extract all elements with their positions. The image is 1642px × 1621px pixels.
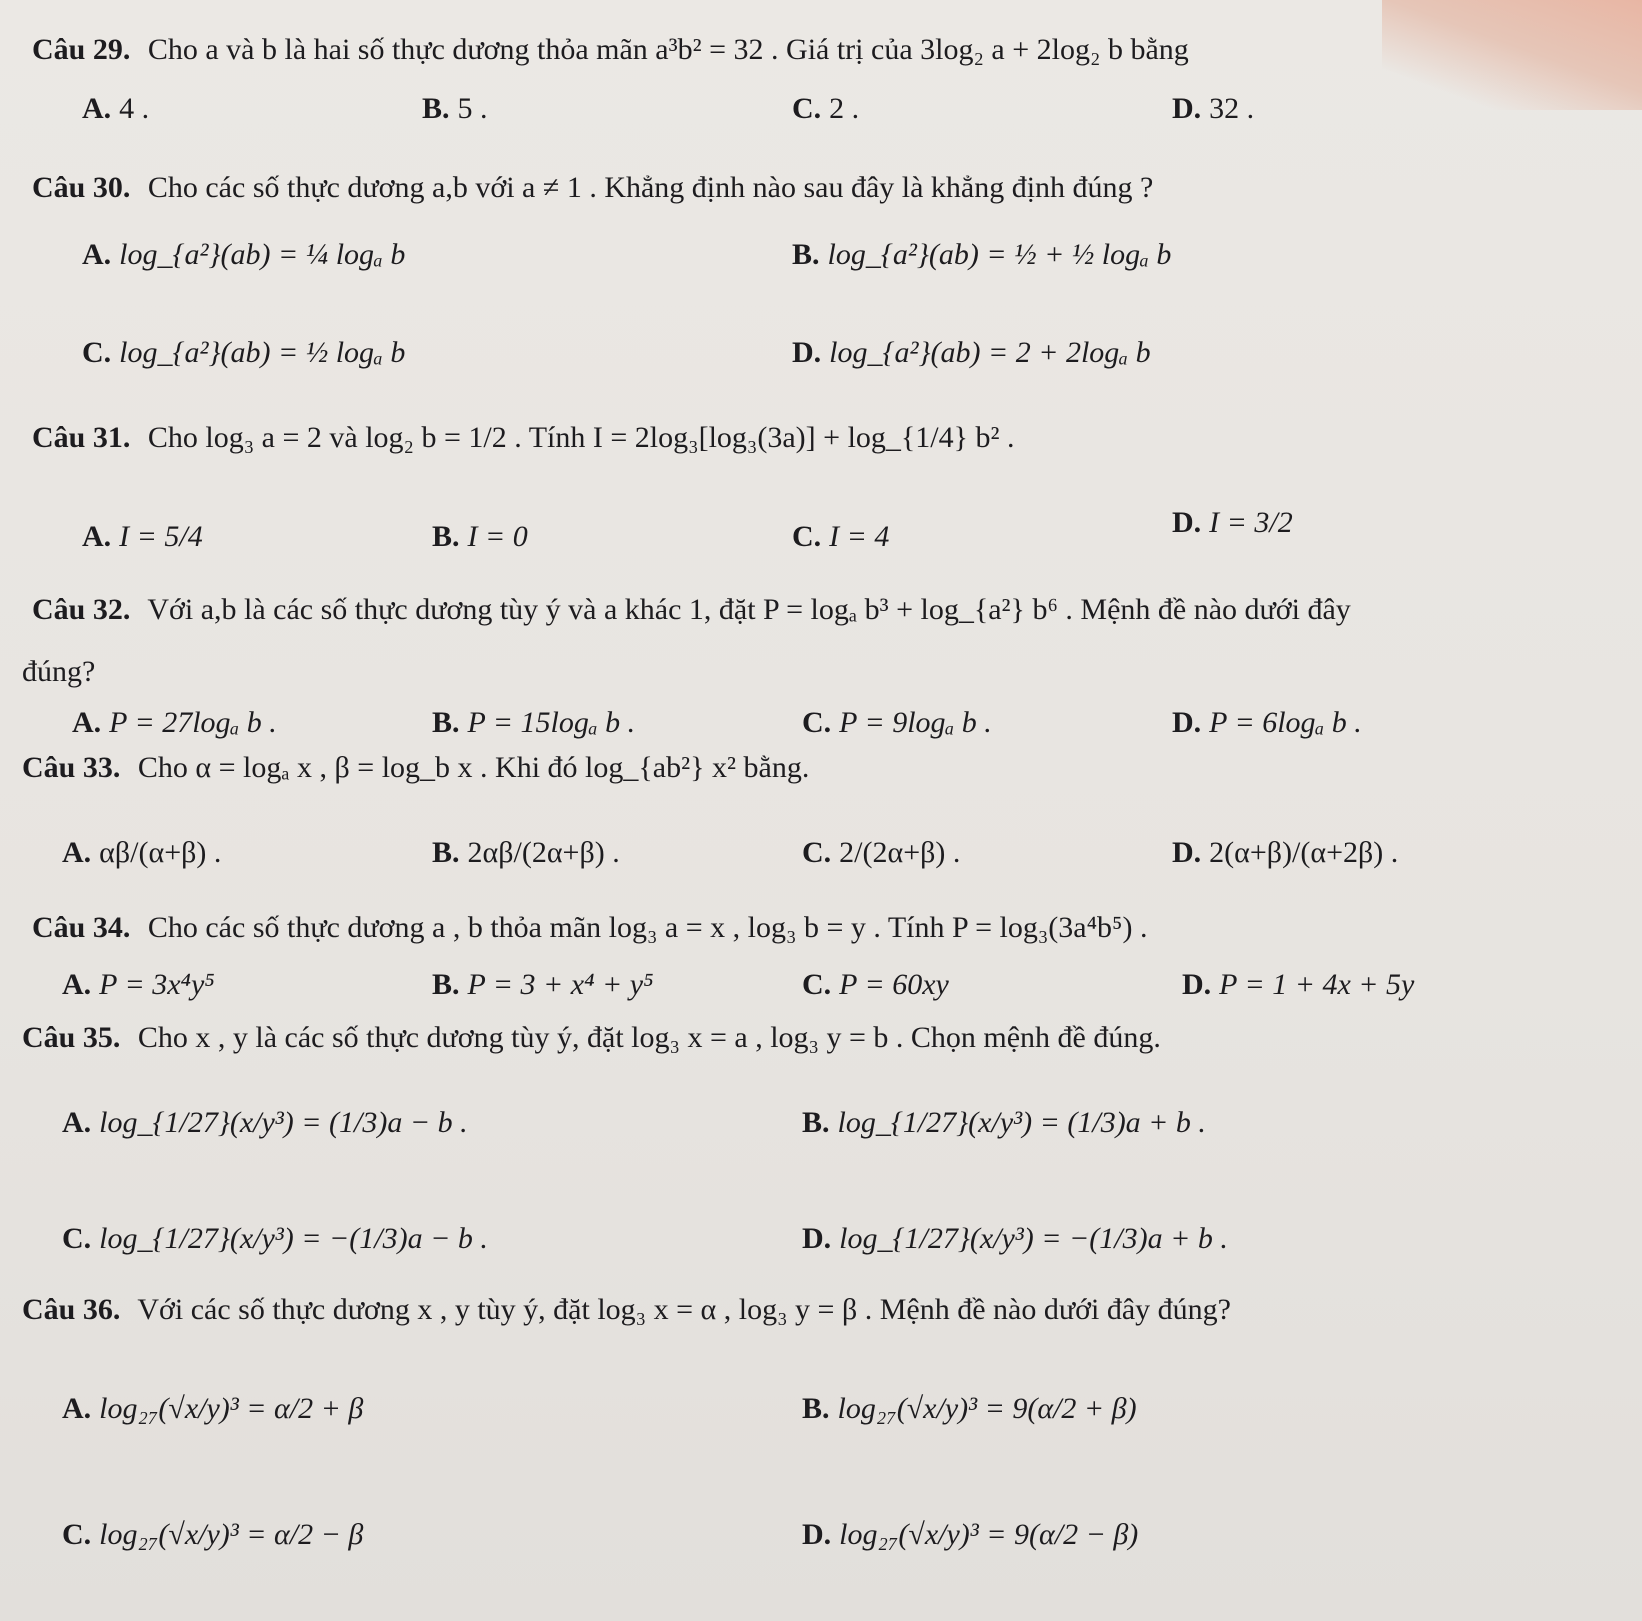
option-31-a[interactable]: A. I = 5/4 (82, 520, 203, 553)
option-35-b[interactable]: B. log_{1/27}(x/y³) = (1/3)a + b . (802, 1106, 1206, 1139)
option-36-b[interactable]: B. log₂₇(√x/y)³ = 9(α/2 + β) (802, 1392, 1137, 1425)
question-36-number: Câu 36. (22, 1293, 121, 1326)
option-34-b[interactable]: B. P = 3 + x⁴ + y⁵ (432, 968, 654, 1001)
question-31-stem (22, 418, 1602, 458)
option-36-a[interactable]: A. log₂₇(√x/y)³ = α/2 + β (62, 1392, 364, 1425)
question-33-text: Cho α = logₐ x , β = log_b x . Khi đó log_{ab²} x² bằng. (137, 751, 810, 784)
question-34 (22, 908, 1602, 1024)
option-31-d[interactable]: D. I = 3/2 (1172, 506, 1293, 539)
question-32-text-cont: đúng? (22, 655, 96, 688)
question-34-text: Cho các số thực dương a , b thỏa mãn log₃ a = x , log₃ b = y . Tính P = log₃(3a⁴b⁵) . (147, 911, 1148, 944)
option-29-c[interactable]: C. 2 . (792, 92, 860, 125)
question-30-options-row2 (22, 336, 1602, 392)
question-31-options (22, 506, 1602, 576)
question-31-text: Cho log₃ a = 2 và log₂ b = 1/2 . Tính I = 2log₃[log₃(3a)] + log_{1/4} b² . (147, 421, 1015, 454)
option-29-b[interactable]: B. 5 . (422, 92, 488, 125)
question-36 (22, 1290, 1602, 1574)
option-33-d[interactable]: D. 2(α+β)/(α+2β) . (1172, 836, 1399, 869)
question-30-number: Câu 30. (32, 171, 131, 204)
question-32-number: Câu 32. (32, 593, 131, 626)
question-35-text: Cho x , y là các số thực dương tùy ý, đặt log₃ x = a , log₃ y = b . Chọn mệnh đề đúng. (137, 1021, 1161, 1054)
question-36-stem (22, 1290, 1602, 1330)
question-33-stem (22, 748, 1602, 788)
question-34-options (22, 968, 1602, 1024)
option-32-c[interactable]: C. P = 9logₐ b . (802, 706, 992, 739)
question-32-stem (22, 590, 1602, 630)
question-29-text: Cho a và b là hai số thực dương thỏa mãn a³b² = 32 . Giá trị của 3log₂ a + 2log₂ b bằng (147, 33, 1189, 66)
question-34-stem (22, 908, 1602, 948)
option-35-d[interactable]: D. log_{1/27}(x/y³) = −(1/3)a + b . (802, 1222, 1228, 1255)
question-35-stem (22, 1018, 1602, 1058)
option-35-c[interactable]: C. log_{1/27}(x/y³) = −(1/3)a − b . (62, 1222, 488, 1255)
question-31-number: Câu 31. (32, 421, 131, 454)
option-30-b[interactable]: B. log_{a²}(ab) = ½ + ½ logₐ b (792, 238, 1172, 271)
option-30-c[interactable]: C. log_{a²}(ab) = ½ logₐ b (82, 336, 406, 369)
option-34-a[interactable]: A. P = 3x⁴y⁵ (62, 968, 215, 1001)
option-33-b[interactable]: B. 2αβ/(2α+β) . (432, 836, 620, 869)
option-33-a[interactable]: A. αβ/(α+β) . (62, 836, 222, 869)
option-35-a[interactable]: A. log_{1/27}(x/y³) = (1/3)a − b . (62, 1106, 468, 1139)
question-35 (22, 1018, 1602, 1278)
question-30-stem (22, 168, 1602, 208)
option-31-c[interactable]: C. I = 4 (792, 520, 890, 553)
option-29-a[interactable]: A. 4 . (82, 92, 150, 125)
option-36-c[interactable]: C. log₂₇(√x/y)³ = α/2 − β (62, 1518, 364, 1551)
option-32-d[interactable]: D. P = 6logₐ b . (1172, 706, 1362, 739)
question-29-options (22, 92, 1602, 148)
option-29-d[interactable]: D. 32 . (1172, 92, 1255, 125)
question-29-stem (22, 30, 1602, 70)
question-33 (22, 748, 1602, 892)
option-34-c[interactable]: C. P = 60xy (802, 968, 949, 1001)
option-32-b[interactable]: B. P = 15logₐ b . (432, 706, 636, 739)
question-33-number: Câu 33. (22, 751, 121, 784)
option-33-c[interactable]: C. 2/(2α+β) . (802, 836, 961, 869)
question-36-options-row2 (22, 1518, 1602, 1574)
question-35-options-row2 (22, 1222, 1602, 1278)
option-32-a[interactable]: A. P = 27logₐ b . (72, 706, 277, 739)
option-30-a[interactable]: A. log_{a²}(ab) = ¼ logₐ b (82, 238, 406, 271)
question-31 (22, 418, 1602, 576)
option-36-d[interactable]: D. log₂₇(√x/y)³ = 9(α/2 − β) (802, 1518, 1139, 1551)
question-32-text: Với a,b là các số thực dương tùy ý và a khác 1, đặt P = logₐ b³ + log_{a²} b⁶ . Mệnh đề nào dưới đây (147, 593, 1351, 626)
question-30-options-row1 (22, 238, 1602, 294)
question-33-options (22, 836, 1602, 892)
question-30 (22, 168, 1602, 392)
question-36-options-row1 (22, 1392, 1602, 1448)
question-29 (22, 30, 1602, 148)
question-35-number: Câu 35. (22, 1021, 121, 1054)
option-34-d[interactable]: D. P = 1 + 4x + 5y (1182, 968, 1415, 1001)
question-36-text: Với các số thực dương x , y tùy ý, đặt log₃ x = α , log₃ y = β . Mệnh đề nào dưới đây đúng? (137, 1293, 1231, 1326)
option-31-b[interactable]: B. I = 0 (432, 520, 528, 553)
question-30-text: Cho các số thực dương a,b với a ≠ 1 . Khẳng định nào sau đây là khẳng định đúng ? (147, 171, 1154, 204)
question-29-number: Câu 29. (32, 33, 131, 66)
question-34-number: Câu 34. (32, 911, 131, 944)
option-30-d[interactable]: D. log_{a²}(ab) = 2 + 2logₐ b (792, 336, 1151, 369)
question-32 (22, 590, 1602, 762)
question-35-options-row1 (22, 1106, 1602, 1162)
